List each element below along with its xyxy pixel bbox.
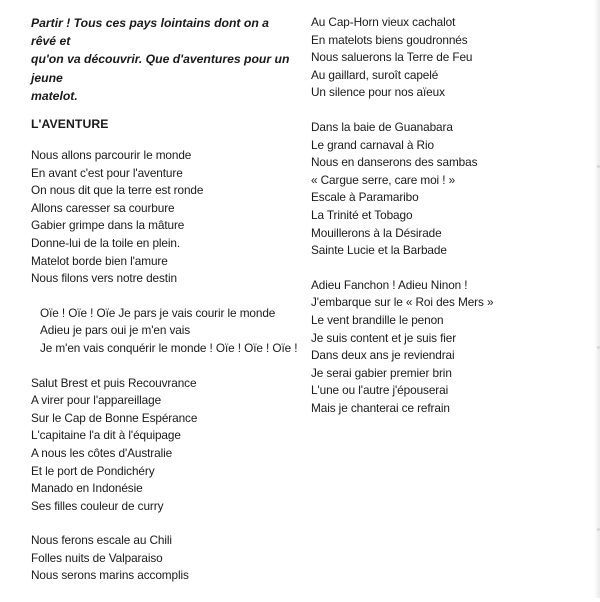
verse-line: Au gaillard, suroît capelé <box>311 67 439 82</box>
left-column <box>31 14 298 602</box>
verse-line: La Trinité et Tobago <box>311 207 413 222</box>
verse-line: Donne-lui de la toile en plein. <box>31 235 181 250</box>
verse-4 <box>311 14 573 102</box>
verse-line: Matelot borde bien l'amure <box>31 253 168 268</box>
verse-5 <box>311 119 573 260</box>
verse-line: Nous saluerons la Terre de Feu <box>311 50 473 65</box>
verse-line: J'embarque sur le « Roi des Mers » <box>311 295 494 310</box>
intro-text <box>31 14 293 105</box>
intro-line: matelot. <box>31 88 78 103</box>
verse-3 <box>31 532 293 585</box>
verse-line: On nous dit que la terre est ronde <box>31 183 204 198</box>
verse-line: Nous filons vers notre destin <box>31 271 177 286</box>
verse-line: Mouillerons à la Désirade <box>311 225 442 240</box>
verse-line: Le vent brandille le penon <box>311 312 444 327</box>
verse-line: Escale à Paramaribo <box>311 190 419 205</box>
verse-line: Je suis content et je suis fier <box>311 330 457 345</box>
verse-line: En matelots biens goudronnés <box>311 32 468 47</box>
verse-line: Dans la baie de Guanabara <box>311 119 453 134</box>
verse-line: Un silence pour nos aïeux <box>311 85 445 100</box>
verse-line: Sainte Lucie et la Barbade <box>311 243 447 258</box>
verse-line: L'une ou l'autre j'épouserai <box>311 383 449 398</box>
verse-line: Folles nuits de Valparaiso <box>31 550 163 565</box>
verse-2 <box>31 375 293 516</box>
verse-line: A virer pour l'appareillage <box>31 393 162 408</box>
verse-6 <box>311 277 573 418</box>
verse-line: Mais je chanterai ce refrain <box>311 400 450 415</box>
chorus-line: Adieu je pars oui je m'en vais <box>40 323 191 338</box>
verse-line: Gabier grimpe dans la mâture <box>31 218 185 233</box>
verse-line: Sur le Cap de Bonne Espérance <box>31 410 198 425</box>
verse-line: Ses filles couleur de curry <box>31 498 164 513</box>
verse-1 <box>31 147 293 288</box>
verse-line: Adieu Fanchon ! Adieu Ninon ! <box>311 277 468 292</box>
verse-line: Allons caresser sa courbure <box>31 200 175 215</box>
verse-line: « Cargue serre, care moi ! » <box>311 172 456 187</box>
verse-line: Nous serons marins accomplis <box>31 568 189 583</box>
verse-line: Nous allons parcourir le monde <box>31 148 192 163</box>
verse-line: Nous ferons escale au Chili <box>31 533 172 548</box>
verse-line: L'capitaine l'a dit à l'équipage <box>31 428 181 443</box>
intro-line: Partir ! Tous ces pays lointains dont on a rêvé et <box>31 16 269 49</box>
verse-line: Manado en Indonésie <box>31 481 143 496</box>
verse-line: Salut Brest et puis Recouvrance <box>31 375 197 390</box>
verse-line: Nous en danserons des sambas <box>311 155 478 170</box>
chorus-line: Je m'en vais conquérir le monde ! Oïe ! Oïe ! Oïe ! <box>40 340 298 355</box>
verse-line: Le grand carnaval à Rio <box>311 137 434 152</box>
verse-line: Dans deux ans je reviendrai <box>311 348 455 363</box>
verse-line: A nous les côtes d'Australie <box>31 445 173 460</box>
page-edge-shadow <box>594 0 600 598</box>
intro-line: qu'on va découvrir. Que d'aventures pour un jeune <box>31 52 290 85</box>
song-title: L'AVENTURE <box>31 117 109 132</box>
verse-line: En avant c'est pour l'aventure <box>31 165 183 180</box>
chorus <box>31 305 298 358</box>
verse-line: Je serai gabier premier brin <box>311 365 452 380</box>
verse-line: Et le port de Pondichéry <box>31 463 155 478</box>
verse-line: Au Cap-Horn vieux cachalot <box>311 15 456 29</box>
chorus-line: Oïe ! Oïe ! Oïe Je pars je vais courir le monde <box>40 305 276 320</box>
right-column <box>311 14 573 434</box>
